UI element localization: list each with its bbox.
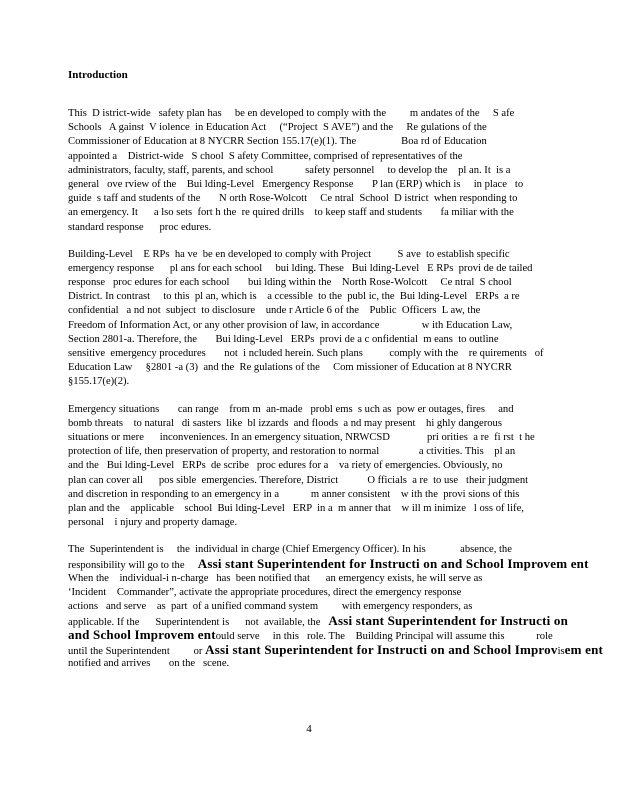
text-line [68,431,573,445]
text-segment: ‘Incident Commander”, activate the appropriate procedures, direct the emergency response [68,586,462,598]
text-line [68,248,573,262]
text-segment: applicable. If the Superintendent is not available, the [68,617,329,629]
text-line [68,488,573,502]
text-segment: responsibility will go to the [68,560,198,572]
text-segment: Emergency situations can range from m an-made probl ems s uch as pow er outages, fires and [68,403,514,415]
text-segment: an emergency. It a lso sets fort h the re quired drills to keep staff and students fa miliar with the [68,207,514,219]
bold-text-segment: Assi stant Superintendent for Instructi on [328,613,569,629]
text-line [68,403,573,417]
text-segment: and the Bui lding-Level ERPs de scribe proc edures for a va riety of emergencies. Obviously, no [68,460,503,472]
text-segment: Education Law §2801 -a (3) and the Re gulations of the Com missioner of Education at 8 NYCRR [68,362,512,374]
paragraph [68,543,604,671]
section-heading: Introduction [68,69,128,81]
text-segment: notified and arrives on the scene. [68,657,230,669]
text-line [68,417,573,431]
paragraph [68,107,573,235]
text-segment: appointed a District-wide S chool S afety Committee, comprised of representatives of the [68,150,463,162]
text-segment: Freedom of Information Act, or any other provision of law, in accordance w ith Education Law, [68,319,513,331]
text-line [68,375,573,389]
bold-text-segment: and School Improvem ent [68,627,216,643]
document-body [68,107,604,684]
text-segment: District. In contrast to this pl an, which is a ccessible to the publ ic, the Bui lding-Level ERPs a re [68,291,520,303]
text-segment: §155.17(e)(2). [68,376,130,388]
text-segment: personal i njury and property damage. [68,517,238,529]
text-line [68,221,573,235]
text-line [68,164,573,178]
text-line [68,502,573,516]
text-segment: sensitive emergency procedures not i ncluded herein. Such plans comply with the re quirements of [68,348,544,359]
text-line [68,121,573,135]
text-line [68,474,573,488]
text-segment: Section 2801-a. Therefore, the Bui lding-Level ERPs provi de a c onfidential m eans to outline [68,333,499,345]
text-segment: administrators, faculty, staff, parents, and school safety personnel to develop the pl an. It is a [68,164,511,176]
text-segment: plan and the applicable school Bui lding-Level ERP in a m anner that w ill m inimize l oss of life, [68,502,524,514]
text-segment: is [557,645,565,657]
text-line [68,516,573,530]
text-line [68,586,573,600]
text-line [68,319,573,333]
text-segment: response proc edures for each school bui lding within the North Rose-Wolcott Ce ntral S chool [68,277,512,289]
text-line [68,657,573,671]
text-segment: This D istrict-wide safety plan has be en developed to comply with the m andates of the S afe [68,108,515,119]
text-segment: Building-Level E RPs ha ve be en developed to comply with Project S ave to establish specific [68,248,510,260]
paragraph [68,403,573,531]
text-segment: situations or mere inconveniences. In an emergency situation, NRWCSD pri orities a re fi rst t he [68,431,535,443]
text-line [68,445,573,459]
text-line [68,304,573,318]
text-line [68,600,573,614]
text-segment: When the individual-i n-charge has been notified that an emergency exists, he will serve as [68,572,483,584]
text-line [68,276,573,290]
text-line [68,347,573,361]
text-line [68,206,573,220]
text-line [68,290,573,304]
text-segment: The Superintendent is the individual in charge (Chief Emergency Officer). In his absence, the [68,544,512,556]
text-line [68,543,573,557]
text-segment: protection of life, then preservation of property, and restoration to normal a ctivities. This pl an [68,446,516,458]
text-segment: ould serve in this role. The Building Principal will assume this role [215,631,553,643]
bold-text-segment: Assi stant Superintendent for Instructi on and School Improv [205,641,558,657]
bold-text-segment: Assi stant Superintendent for Instructi on and School Improvem ent [197,556,589,572]
text-segment: Commissioner of Education at 8 NYCRR Section 155.17(e)(1). The Boa rd of Education [68,136,487,148]
text-segment: general ove rview of the Bui lding-Level Emergency Response P lan (ERP) which is in place to [68,178,524,190]
text-line [68,628,573,642]
page-number: 4 [306,723,312,735]
text-line [68,572,573,586]
text-segment: and discretion in responding to an emergency in a m anner consistent w ith the provi sions of this [68,488,520,500]
text-line [68,107,573,121]
text-segment: plan can cover all pos sible emergencies. Therefore, District O fficials a re to use their judgment [68,474,529,486]
text-line [68,262,573,276]
text-line [68,556,589,572]
text-line [68,614,573,628]
text-line [68,641,604,657]
text-line [68,333,573,347]
text-segment: confidential a nd not subject to disclosure unde r Article 6 of the Public Officers L aw, the [68,305,481,317]
text-segment: guide s taff and students of the N orth Rose-Wolcott Ce ntral School D istrict when responding to [68,193,518,205]
text-line [68,459,573,473]
text-segment: until the Superintendent or [68,645,206,657]
text-segment: Schools A gainst V iolence in Education Act (“Project S AVE”) and the Re gulations of the [68,122,487,134]
paragraph [68,248,573,390]
bold-text-segment: em ent [564,641,604,657]
text-line [68,150,573,164]
text-segment: actions and serve as part of a unified command system with emergency responders, as [68,601,473,612]
text-line [68,178,573,192]
text-line [68,135,573,149]
text-segment: bomb threats to natural di sasters like bl izzards and floods a nd may present hi ghly dangerous [68,417,502,429]
text-line [68,361,573,375]
text-segment: standard response proc edures. [68,221,212,233]
text-line [68,192,573,206]
text-segment: emergency response pl ans for each school bui lding. These Bui lding-Level E RPs provi de de tailed [68,262,533,274]
